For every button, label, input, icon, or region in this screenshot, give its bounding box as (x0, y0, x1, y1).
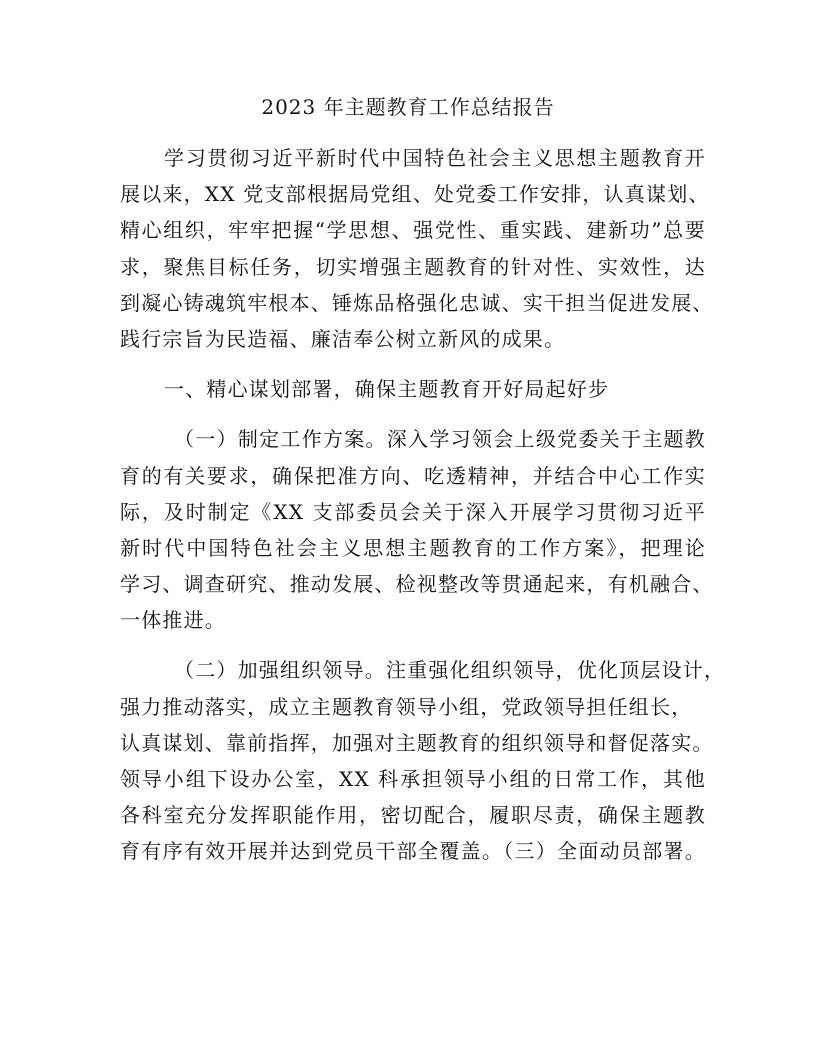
text-line: 学习、调查研究、推动发展、检视整改等贯通起来，有机融合、 (120, 572, 714, 597)
text-line: 际，及时制定《XX 支部委员会关于深入开展学习贯彻习近平 (120, 499, 706, 524)
text-line: 一体推进。 (120, 608, 226, 633)
document-title: 2023 年主题教育工作总结报告 (261, 95, 555, 119)
text-line: 精心组织，牢牢把握“学思想、强党性、重实践、建新功”总要 (120, 218, 706, 243)
text-line: 育有序有效开展并达到党员干部全覆盖。（三）全面动员部署。 (120, 839, 706, 864)
paragraph-organization (120, 652, 726, 869)
section-heading (120, 371, 706, 407)
text-line: 认真谋划、靠前指挥，加强对主题教育的组织领导和督促落实。 (120, 730, 714, 755)
text-line: （一）制定工作方案。深入学习领会上级党委关于主题教 (174, 427, 706, 452)
text-line: 到凝心铸魂筑牢根本、锤炼品格强化忠诚、实干担当促进发展、 (120, 290, 714, 315)
paragraph-work-plan (120, 421, 714, 638)
text-line: 各科室充分发挥职能作用，密切配合，履职尽责，确保主题教 (120, 803, 706, 828)
text-line: 践行宗旨为民造福、廉洁奉公树立新风的成果。 (120, 326, 566, 351)
text-line: 强力推动落实，成立主题教育领导小组，党政领导担任组长， (120, 694, 693, 719)
text-line: 新时代中国特色社会主义思想主题教育的工作方案》，把理论 (120, 535, 706, 560)
document-body (120, 140, 726, 870)
text-line: （二）加强组织领导。注重强化组织领导，优化顶层设计， (174, 658, 726, 683)
text-line: 展以来，XX 党支部根据局党组、处党委工作安排，认真谋划、 (120, 182, 710, 207)
text-line: 求，聚焦目标任务，切实增强主题教育的针对性、实效性，达 (120, 254, 706, 279)
heading-text: 一、精心谋划部署，确保主题教育开好局起好步 (164, 377, 610, 402)
text-line: 育的有关要求，确保把准方向、吃透精神，并结合中心工作实 (120, 463, 706, 488)
text-line: 领导小组下设办公室，XX 科承担领导小组的日常工作，其他 (120, 767, 706, 791)
paragraph-intro (120, 140, 714, 357)
text-line: 学习贯彻习近平新时代中国特色社会主义思想主题教育开 (164, 146, 706, 170)
